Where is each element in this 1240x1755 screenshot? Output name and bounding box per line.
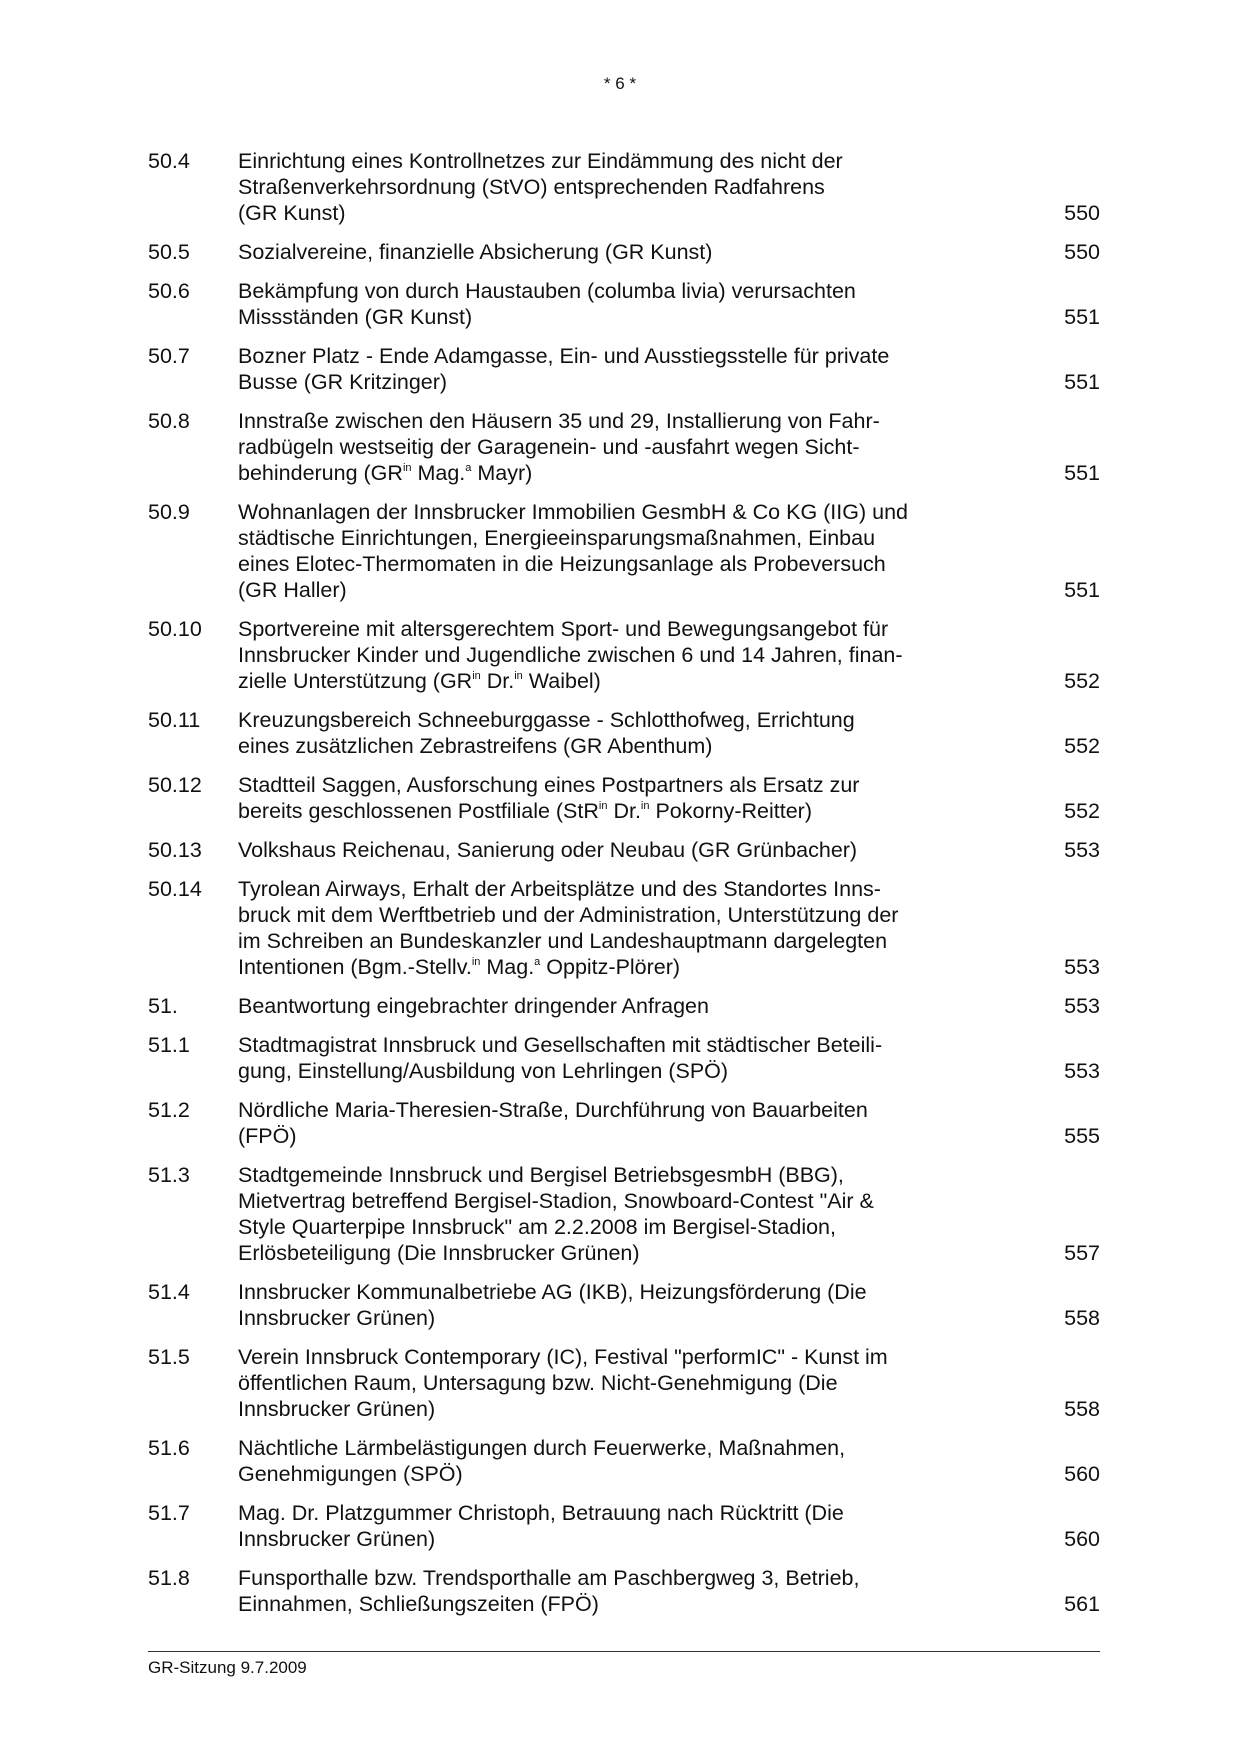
toc-entry (148, 239, 1100, 265)
entry-page-number: 552 (1064, 799, 1100, 823)
toc-entry (148, 1565, 1100, 1617)
entry-title-line: Kreuzungsbereich Schneeburggasse - Schlotthofweg, Errichtung (238, 708, 855, 732)
entry-title-line: Einrichtung eines Kontrollnetzes zur Eindämmung des nicht der (238, 149, 843, 173)
entry-page-number: 553 (1064, 994, 1100, 1018)
entry-page-number: 560 (1064, 1527, 1100, 1551)
entry-number: 50.7 (148, 344, 190, 368)
entry-page-number: 561 (1064, 1592, 1100, 1616)
entry-title-line: radbügeln westseitig der Garagenein- und -ausfahrt wegen Sicht- (238, 435, 860, 459)
entry-number: 51.3 (148, 1163, 190, 1187)
entry-title (238, 1097, 980, 1149)
entry-number: 51.6 (148, 1436, 190, 1460)
entry-number: 50.14 (148, 877, 202, 901)
entry-title-line: Innsbrucker Grünen) (238, 1527, 436, 1551)
toc-entry (148, 1032, 1100, 1084)
toc-entry (148, 772, 1100, 824)
entry-page-number: 553 (1064, 955, 1100, 979)
entry-title-line: bruck mit dem Werftbetrieb und der Administration, Unterstützung der (238, 903, 899, 927)
entry-page-number: 551 (1064, 461, 1100, 485)
entry-number: 50.8 (148, 409, 190, 433)
entry-title (238, 1162, 980, 1266)
entry-number: 50.10 (148, 617, 202, 641)
entry-title-line: Einnahmen, Schließungszeiten (FPÖ) (238, 1592, 599, 1616)
entry-page-number: 550 (1064, 201, 1100, 225)
entry-title-line: zielle Unterstützung ($GR^{in}$ Dr.$^{in}$ Waibel) (238, 669, 601, 693)
entry-title (238, 1500, 980, 1552)
toc-entry (148, 278, 1100, 330)
entry-title-line: Stadtgemeinde Innsbruck und Bergisel BetriebsgesmbH (BBG), (238, 1163, 844, 1187)
entry-title-line: (GR Kunst) (238, 201, 346, 225)
entry-title (238, 239, 980, 265)
entry-title-line: bereits geschlossenen Postfiliale (StR$^{in}$ Dr.$^{in}$ Pokorny-Reitter) (238, 799, 812, 823)
entry-page-number: 552 (1064, 669, 1100, 693)
entry-title-line: Innsbrucker Kommunalbetriebe AG (IKB), Heizungsförderung (Die (238, 1280, 867, 1304)
entry-number: 51.2 (148, 1098, 190, 1122)
entry-title-line: Innsbrucker Grünen) (238, 1397, 436, 1421)
entry-page-number: 558 (1064, 1397, 1100, 1421)
entry-title (238, 1435, 980, 1487)
entry-title-line: Intentionen (Bgm.-Stellv.$^{in}$ Mag.$^a$ Oppitz-Plörer) (238, 955, 681, 979)
entry-page-number: 560 (1064, 1462, 1100, 1486)
entry-title-line: eines zusätzlichen Zebrastreifens (GR Abenthum) (238, 734, 713, 758)
entry-title-line: im Schreiben an Bundeskanzler und Landeshauptmann dargelegten (238, 929, 888, 953)
entry-title (238, 1565, 980, 1617)
toc-entry (148, 408, 1100, 486)
entry-page-number: 555 (1064, 1124, 1100, 1148)
entry-title (238, 148, 980, 226)
entry-title-line: Innstraße zwischen den Häusern 35 und 29, Installierung von Fahr- (238, 409, 880, 433)
toc-entry (148, 707, 1100, 759)
toc-entry (148, 616, 1100, 694)
entry-page-number: 553 (1064, 838, 1100, 862)
entry-number: 51.1 (148, 1033, 190, 1057)
entry-title (238, 837, 980, 863)
entry-number: 50.13 (148, 838, 202, 862)
toc-entry (148, 993, 1100, 1019)
toc-entry (148, 148, 1100, 226)
entry-page-number: 558 (1064, 1306, 1100, 1330)
entry-title (238, 1279, 980, 1331)
entry-title (238, 707, 980, 759)
entry-title-line: Funsporthalle bzw. Trendsporthalle am Paschbergweg 3, Betrieb, (238, 1566, 860, 1590)
footer-divider (148, 1651, 1100, 1652)
toc-entry (148, 1500, 1100, 1552)
entry-title-line: Mag. Dr. Platzgummer Christoph, Betrauung nach Rücktritt (Die (238, 1501, 844, 1525)
toc-entry (148, 1435, 1100, 1487)
toc-entry (148, 1097, 1100, 1149)
entry-title (238, 343, 980, 395)
page-number: * 6 * (603, 74, 637, 93)
entry-title-line: Innsbrucker Kinder und Jugendliche zwischen 6 und 14 Jahren, finan- (238, 643, 903, 667)
entry-title-line: städtische Einrichtungen, Energieeinsparungsmaßnahmen, Einbau (238, 526, 876, 550)
entry-title-line: Verein Innsbruck Contemporary (IC), Festival "performIC" - Kunst im (238, 1345, 888, 1369)
entry-number: 50.4 (148, 149, 190, 173)
toc-entry (148, 1279, 1100, 1331)
entry-title-line: Nächtliche Lärmbelästigungen durch Feuerwerke, Maßnahmen, (238, 1436, 846, 1460)
entry-title-line: Sportvereine mit altersgerechtem Sport- und Bewegungsangebot für (238, 617, 889, 641)
entry-title-line: Volkshaus Reichenau, Sanierung oder Neubau (GR Grünbacher) (238, 838, 858, 862)
entry-number: 50.9 (148, 500, 190, 524)
entry-title-line: Stadtteil Saggen, Ausforschung eines Postpartners als Ersatz zur (238, 773, 860, 797)
entry-number: 50.6 (148, 279, 190, 303)
entry-title-line: Erlösbeteiligung (Die Innsbrucker Grünen) (238, 1241, 640, 1265)
entry-page-number: 551 (1064, 370, 1100, 394)
toc-entry (148, 1162, 1100, 1266)
toc-entry (148, 499, 1100, 603)
entry-page-number: 550 (1064, 240, 1100, 264)
entry-number: 50.5 (148, 240, 190, 264)
entry-title-line: Busse (GR Kritzinger) (238, 370, 448, 394)
entry-title-line: Tyrolean Airways, Erhalt der Arbeitsplätze und des Standortes Inns- (238, 877, 881, 901)
toc-entry (148, 343, 1100, 395)
entry-title-line: Nördliche Maria-Theresien-Straße, Durchführung von Bauarbeiten (238, 1098, 868, 1122)
entry-title (238, 876, 980, 980)
toc-entry (148, 876, 1100, 980)
entry-page-number: 552 (1064, 734, 1100, 758)
entry-title-line: gung, Einstellung/Ausbildung von Lehrlingen (SPÖ) (238, 1059, 729, 1083)
entry-title (238, 408, 980, 486)
entry-title-line: Innsbrucker Grünen) (238, 1306, 436, 1330)
entry-title-line: Bekämpfung von durch Haustauben (columba livia) verursachten (238, 279, 856, 303)
table-of-contents (148, 148, 1100, 1630)
entry-title-line: Straßenverkehrsordnung (StVO) entsprechenden Radfahrens (238, 175, 825, 199)
entry-title (238, 1344, 980, 1422)
entry-title-line: Style Quarterpipe Innsbruck" am 2.2.2008 im Bergisel-Stadion, (238, 1215, 836, 1239)
entry-title (238, 616, 980, 694)
entry-title-line: Sozialvereine, finanzielle Absicherung (GR Kunst) (238, 240, 713, 264)
entry-title-line: (FPÖ) (238, 1124, 297, 1148)
entry-number: 50.11 (148, 708, 201, 732)
entry-title (238, 993, 980, 1019)
entry-title-line: öffentlichen Raum, Untersagung bzw. Nicht-Genehmigung (Die (238, 1371, 838, 1395)
entry-title-line: Genehmigungen (SPÖ) (238, 1462, 463, 1486)
entry-title-line: behinderung ($GR^{in}$ Mag.$^a$ Mayr) (238, 461, 533, 485)
toc-entry (148, 1344, 1100, 1422)
entry-page-number: 553 (1064, 1059, 1100, 1083)
entry-title-line: eines Elotec-Thermomaten in die Heizungsanlage als Probeversuch (238, 552, 886, 576)
entry-number: 51. (148, 994, 178, 1018)
entry-page-number: 551 (1064, 305, 1100, 329)
entry-number: 51.5 (148, 1345, 190, 1369)
entry-page-number: 551 (1064, 578, 1100, 602)
entry-title-line: Wohnanlagen der Innsbrucker Immobilien GesmbH & Co KG (IIG) und (238, 500, 908, 524)
toc-entry (148, 837, 1100, 863)
entry-title-line: Bozner Platz - Ende Adamgasse, Ein- und Ausstiegsstelle für private (238, 344, 890, 368)
entry-title-line: (GR Haller) (238, 578, 347, 602)
entry-title (238, 772, 980, 824)
footer-text: GR-Sitzung 9.7.2009 (148, 1658, 307, 1677)
entry-title-line: Mietvertrag betreffend Bergisel-Stadion, Snowboard-Contest "Air & (238, 1189, 874, 1213)
entry-title (238, 499, 980, 603)
entry-page-number: 557 (1064, 1241, 1100, 1265)
entry-title (238, 1032, 980, 1084)
entry-title-line: Missständen (GR Kunst) (238, 305, 473, 329)
entry-title (238, 278, 980, 330)
entry-title-line: Beantwortung eingebrachter dringender Anfragen (238, 994, 709, 1018)
entry-number: 50.12 (148, 773, 202, 797)
entry-number: 51.7 (148, 1501, 190, 1525)
entry-number: 51.4 (148, 1280, 190, 1304)
entry-number: 51.8 (148, 1566, 190, 1590)
entry-title-line: Stadtmagistrat Innsbruck und Gesellschaften mit städtischer Beteili- (238, 1033, 883, 1057)
